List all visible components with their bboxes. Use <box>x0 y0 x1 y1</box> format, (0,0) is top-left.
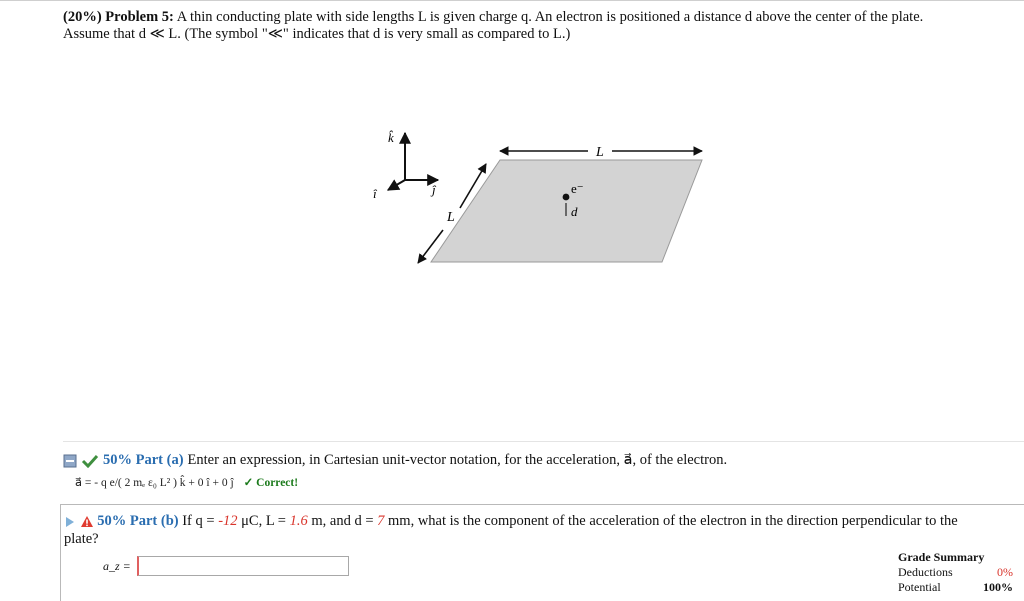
part-a-question: Enter an expression, in Cartesian unit-vector notation, for the acceleration, a⃗, of the electron. <box>187 452 728 468</box>
i-axis-arrow <box>388 180 405 190</box>
problem-line-2: Assume that d ≪ L. (The symbol "≪" indicates that d is very small as compared to L.) <box>63 26 571 42</box>
part-b <box>60 504 1024 601</box>
part-a-status: ✓ Correct! <box>243 477 299 489</box>
part-a-answer: a⃗ = - q e/( 2 mₑ ε₀ L² ) k̂ + 0 î + 0 ĵ <box>75 477 234 489</box>
check-icon <box>81 454 99 468</box>
q-prefix: If q = <box>182 513 215 529</box>
part-a-label[interactable]: 50% Part (a) <box>103 452 184 468</box>
deductions-label: Deductions <box>898 565 953 579</box>
expand-arrow-icon[interactable] <box>64 516 76 528</box>
q-unit: μC, L = <box>241 513 286 529</box>
side-length-label: L <box>447 210 455 225</box>
grade-summary <box>898 550 1013 595</box>
i-axis-label: î <box>373 186 377 201</box>
q-value: -12 <box>218 513 238 529</box>
answer-input[interactable] <box>137 556 349 576</box>
top-length-label: L <box>596 145 604 160</box>
d-value: 7 <box>377 513 385 529</box>
warning-icon <box>80 515 94 528</box>
answer-input-label: a_z = <box>103 558 131 573</box>
L-unit: m, and d = <box>311 513 374 529</box>
part-a <box>63 452 1013 489</box>
potential-value: 100% <box>983 580 1013 594</box>
problem-header: (20%) Problem 5: <box>63 9 174 25</box>
j-axis-label: ĵ <box>432 182 436 197</box>
electron-dot <box>563 194 570 201</box>
k-axis-label: k̂ <box>388 130 394 145</box>
collapse-icon[interactable] <box>63 454 77 468</box>
grade-summary-title: Grade Summary <box>898 550 985 564</box>
potential-label: Potential <box>898 580 941 594</box>
electron-label: e⁻ <box>571 181 584 196</box>
d-unit: mm, what is the component of the acceleration of the electron in the direction perpendicular to the <box>388 513 958 529</box>
section-divider <box>63 441 1024 442</box>
problem-statement <box>63 9 1013 43</box>
part-b-line-2: plate? <box>64 531 99 547</box>
part-b-label[interactable]: 50% Part (b) <box>97 513 179 529</box>
problem-line-1: A thin conducting plate with side lengths L is given charge q. An electron is positioned a distance d above the center of the plate. <box>176 9 924 25</box>
top-divider <box>0 0 1024 1</box>
deductions-value: 0% <box>997 565 1013 579</box>
plate-diagram <box>360 120 720 275</box>
distance-label: d <box>571 204 578 219</box>
L-value: 1.6 <box>289 513 308 529</box>
